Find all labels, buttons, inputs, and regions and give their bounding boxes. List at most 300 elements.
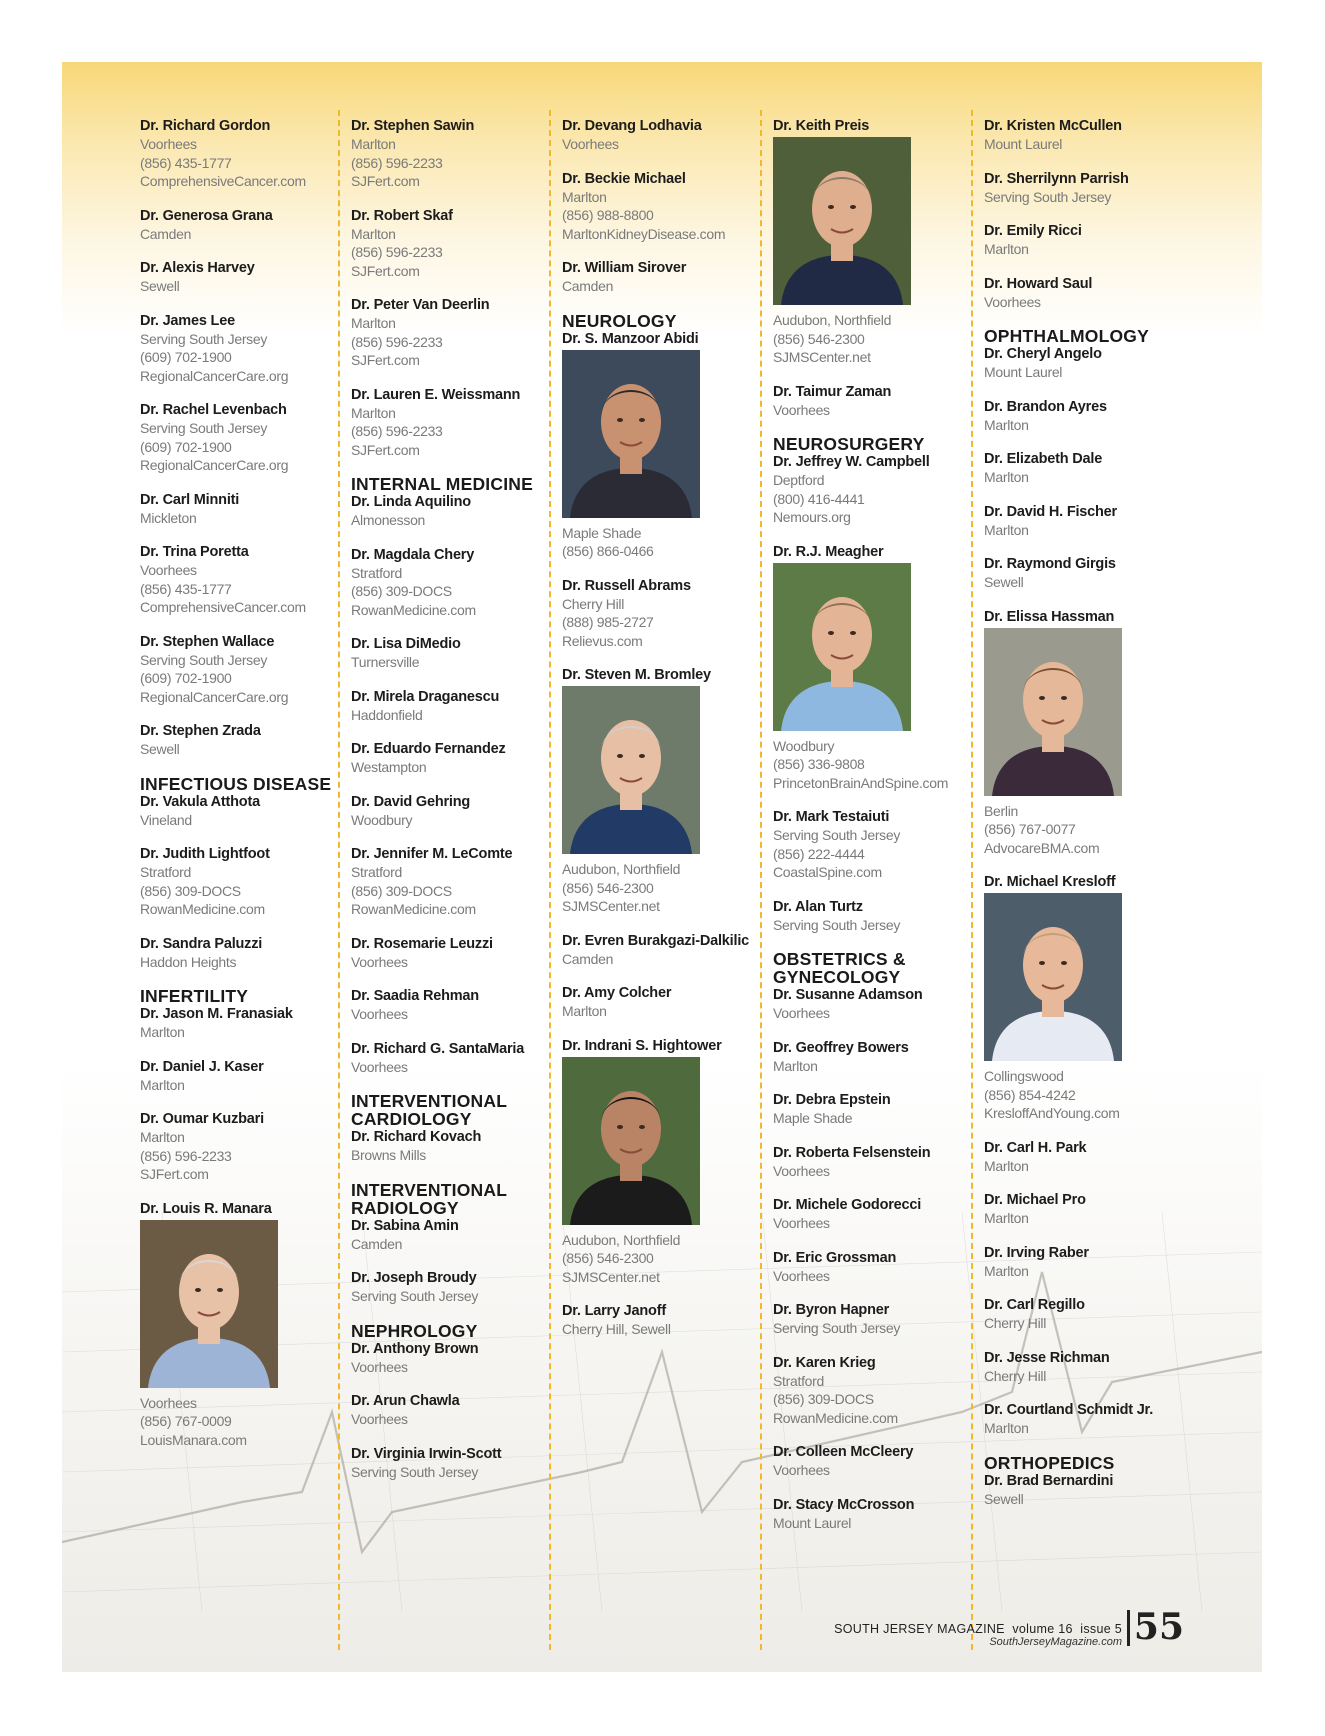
doctor-name: Dr. Emily Ricci xyxy=(984,223,1082,239)
doctor-detail-line: (856) 988-8800 xyxy=(562,207,654,223)
doctor-entry xyxy=(351,1340,547,1377)
specialty-heading: NEPHROLOGY xyxy=(351,1320,478,1341)
doctor-entry xyxy=(140,491,336,528)
doctor-name: Dr. Eduardo Fernandez xyxy=(351,741,506,757)
doctor-name: Dr. Colleen McCleery xyxy=(773,1444,914,1460)
doctor-detail-line: Voorhees xyxy=(351,1058,408,1075)
doctor-name: Dr. Lisa DiMedio xyxy=(351,636,461,652)
doctor-detail-line: (609) 702-1900 xyxy=(140,349,232,365)
doctor-name: Dr. Joseph Broudy xyxy=(351,1270,477,1286)
doctor-entry xyxy=(140,845,336,919)
portrait-hightower xyxy=(562,1057,700,1225)
doctor-detail-line: Marlton xyxy=(351,315,396,331)
doctor-detail-line: RegionalCancerCare.org xyxy=(140,457,289,473)
doctor-detail-line: Turnersville xyxy=(351,654,420,670)
doctor-detail-line: Vineland xyxy=(140,811,192,828)
doctor-detail-line: Voorhees xyxy=(773,1162,830,1179)
doctor-detail-line: Marlton xyxy=(351,225,396,242)
footer-website: SouthJerseyMagazine.com xyxy=(989,1636,1122,1648)
footer-volume: volume 16 xyxy=(1012,1622,1073,1636)
page-number-divider xyxy=(1127,1610,1130,1646)
doctor-name: Dr. Virginia Irwin-Scott xyxy=(351,1445,502,1462)
doctor-entry xyxy=(773,1301,969,1338)
doctor-entry xyxy=(351,493,547,530)
doctor-detail-line: Cherry Hill xyxy=(562,595,625,612)
doctor-entry xyxy=(351,296,547,370)
footer-magazine-name: SOUTH JERSEY MAGAZINE xyxy=(834,1622,1005,1636)
doctor-entry xyxy=(984,450,1180,487)
doctor-detail-line: (856) 309-DOCS xyxy=(140,882,241,899)
doctor-entry xyxy=(773,117,969,367)
doctor-name: Dr. Karen Krieg xyxy=(773,1354,876,1371)
doctor-name: Dr. Jeffrey W. Campbell xyxy=(773,454,930,470)
doctor-entry xyxy=(773,1443,969,1480)
doctor-detail-line: ComprehensiveCancer.com xyxy=(140,173,306,189)
doctor-name: Dr. Trina Poretta xyxy=(140,544,249,560)
doctor-name: Dr. Larry Janoff xyxy=(562,1303,666,1319)
doctor-entry xyxy=(351,1269,547,1306)
doctor-detail-line: Sewell xyxy=(984,574,1024,590)
doctor-detail-line: Marlton xyxy=(140,1129,185,1145)
doctor-entry xyxy=(984,170,1180,207)
doctor-detail-line: AdvocareBMA.com xyxy=(984,839,1100,856)
doctor-detail-line: Serving South Jersey xyxy=(140,651,268,668)
doctor-detail-line: RegionalCancerCare.org xyxy=(140,688,289,705)
doctor-detail-line: Stratford xyxy=(351,564,402,581)
doctor-detail-line: (856) 854-4242 xyxy=(984,1086,1076,1103)
doctor-detail-line: SJFert.com xyxy=(351,173,420,189)
doctor-name: Dr. R.J. Meagher xyxy=(773,543,884,560)
doctor-entry xyxy=(140,1110,336,1184)
portrait-meagher xyxy=(773,563,911,731)
doctor-detail-line: Voorhees xyxy=(773,401,830,418)
doctor-detail-line: Audubon, Northfield xyxy=(562,861,681,877)
doctor-detail-line: Nemours.org xyxy=(773,509,851,525)
doctor-name: Dr. Michael Kresloff xyxy=(984,874,1116,890)
doctor-detail-line: Voorhees xyxy=(140,1394,197,1411)
doctor-detail-line: Marlton xyxy=(562,188,607,205)
doctor-entry xyxy=(351,1040,547,1077)
directory-column-5 xyxy=(984,117,1180,1524)
doctor-detail-line: (856) 596-2233 xyxy=(140,1147,232,1164)
doctor-entry xyxy=(351,935,547,972)
portrait-abidi xyxy=(562,350,700,518)
doctor-detail-line: RowanMedicine.com xyxy=(773,1409,898,1426)
doctor-detail-line: Voorhees xyxy=(351,1411,408,1427)
doctor-detail-line: Marlton xyxy=(984,1262,1029,1279)
specialty-heading: NEUROLOGY xyxy=(562,310,677,331)
doctor-name: Dr. Roberta Felsenstein xyxy=(773,1144,931,1161)
doctor-detail-line: Camden xyxy=(140,225,192,242)
doctor-entry xyxy=(562,577,758,651)
doctor-entry xyxy=(140,1200,336,1450)
doctor-entry xyxy=(351,1392,547,1429)
doctor-entry xyxy=(140,207,336,244)
doctor-name: Dr. Michele Godorecci xyxy=(773,1197,922,1213)
doctor-detail-line: Marlton xyxy=(351,136,396,152)
doctor-detail-line: Relievus.com xyxy=(562,632,643,649)
specialty-heading: INTERVENTIONAL RADIOLOGY xyxy=(351,1179,507,1218)
doctor-entry xyxy=(773,898,969,935)
doctor-name: Dr. Robert Skaf xyxy=(351,207,453,224)
portrait-hassman xyxy=(984,628,1122,796)
doctor-detail-line: SJMSCenter.net xyxy=(773,349,871,365)
footer-issue: issue 5 xyxy=(1080,1622,1122,1636)
doctor-detail-line: Marlton xyxy=(351,404,396,421)
doctor-entry xyxy=(773,543,969,793)
doctor-detail-line: Woodbury xyxy=(773,737,835,754)
doctor-name: Dr. S. Manzoor Abidi xyxy=(562,330,699,347)
doctor-name: Dr. Sherrilynn Parrish xyxy=(984,170,1129,187)
doctor-detail-line: Serving South Jersey xyxy=(351,1288,479,1304)
doctor-entry xyxy=(140,543,336,617)
doctor-detail-line: (609) 702-1900 xyxy=(140,438,232,455)
doctor-detail-line: SJMSCenter.net xyxy=(562,898,660,914)
doctor-entry xyxy=(984,1244,1180,1281)
doctor-detail-line: Sewell xyxy=(140,741,180,757)
doctor-detail-line: Marlton xyxy=(984,521,1029,538)
footer xyxy=(834,1622,1122,1648)
doctor-name: Dr. Evren Burakgazi-Dalkilic xyxy=(562,932,750,949)
column-separator xyxy=(760,110,762,1650)
doctor-entry xyxy=(984,345,1180,382)
doctor-name: Dr. William Sirover xyxy=(562,260,687,276)
doctor-entry xyxy=(562,117,758,154)
doctor-detail-line: Marlton xyxy=(984,241,1029,257)
doctor-detail-line: Marlton xyxy=(984,1420,1029,1436)
doctor-name: Dr. Louis R. Manara xyxy=(140,1200,272,1217)
doctor-name: Dr. Mirela Draganescu xyxy=(351,688,500,705)
doctor-name: Dr. Susanne Adamson xyxy=(773,987,923,1003)
doctor-detail-line: Serving South Jersey xyxy=(773,916,901,933)
doctor-entry xyxy=(984,608,1180,858)
doctor-entry xyxy=(351,1217,547,1254)
doctor-entry xyxy=(140,401,336,475)
doctor-name: Dr. Brandon Ayres xyxy=(984,398,1107,415)
doctor-detail-line: (856) 435-1777 xyxy=(140,580,232,597)
doctor-detail-line: Stratford xyxy=(351,864,402,880)
doctor-name: Dr. Mark Testaiuti xyxy=(773,809,890,825)
doctor-name: Dr. Alan Turtz xyxy=(773,898,863,915)
doctor-detail-line: Serving South Jersey xyxy=(140,330,268,347)
doctor-detail-line: Westampton xyxy=(351,759,427,775)
doctor-detail-line: Voorhees xyxy=(773,1267,830,1284)
specialty-heading: INTERNAL MEDICINE xyxy=(351,474,533,494)
doctor-entry xyxy=(773,1091,969,1128)
doctor-detail-line: (856) 546-2300 xyxy=(773,330,865,347)
doctor-detail-line: Marlton xyxy=(984,1157,1029,1174)
doctor-detail-line: Voorhees xyxy=(140,136,197,152)
column-separator xyxy=(338,110,340,1650)
doctor-detail-line: SJFert.com xyxy=(140,1166,209,1182)
doctor-detail-line: PrincetonBrainAndSpine.com xyxy=(773,774,949,791)
doctor-detail-line: (856) 767-0009 xyxy=(140,1413,232,1429)
doctor-entry xyxy=(984,398,1180,435)
doctor-name: Dr. Kristen McCullen xyxy=(984,118,1122,134)
doctor-name: Dr. Jesse Richman xyxy=(984,1349,1110,1366)
doctor-name: Dr. Irving Raber xyxy=(984,1244,1089,1261)
doctor-detail-line: Stratford xyxy=(773,1372,824,1389)
doctor-detail-line: (856) 596-2233 xyxy=(351,423,443,439)
doctor-entry xyxy=(773,383,969,420)
doctor-name: Dr. Rosemarie Leuzzi xyxy=(351,935,493,952)
doctor-entry xyxy=(351,386,547,460)
doctor-detail-line: KresloffAndYoung.com xyxy=(984,1105,1120,1121)
doctor-entry xyxy=(984,275,1180,312)
doctor-entry xyxy=(984,1296,1180,1333)
doctor-name: Dr. David Gehring xyxy=(351,793,471,810)
doctor-entry xyxy=(351,546,547,620)
doctor-detail-line: Cherry Hill xyxy=(984,1367,1047,1384)
doctor-detail-line: Mount Laurel xyxy=(984,136,1063,152)
portrait-bromley xyxy=(562,686,700,854)
doctor-detail-line: Serving South Jersey xyxy=(984,188,1112,205)
doctor-detail-line: Serving South Jersey xyxy=(773,1320,901,1336)
doctor-name: Dr. Stephen Wallace xyxy=(140,633,275,650)
doctor-entry xyxy=(140,722,336,759)
doctor-detail-line: Deptford xyxy=(773,472,825,488)
doctor-name: Dr. Taimur Zaman xyxy=(773,383,892,400)
doctor-entry xyxy=(773,1354,969,1428)
doctor-entry xyxy=(562,259,758,296)
doctor-detail-line: MarltonKidneyDisease.com xyxy=(562,225,726,242)
doctor-detail-line: (856) 435-1777 xyxy=(140,154,232,171)
footer-magazine-line xyxy=(834,1622,1122,1636)
doctor-name: Dr. Peter Van Deerlin xyxy=(351,297,490,313)
doctor-name: Dr. Jason M. Franasiak xyxy=(140,1006,293,1022)
doctor-detail-line: Voorhees xyxy=(773,1215,830,1231)
doctor-name: Dr. Daniel J. Kaser xyxy=(140,1058,264,1075)
doctor-entry xyxy=(984,555,1180,592)
specialty-heading: INFECTIOUS DISEASE xyxy=(140,773,332,794)
doctor-detail-line: Sewell xyxy=(140,278,180,294)
doctor-detail-line: (856) 596-2233 xyxy=(351,244,443,260)
doctor-entry xyxy=(351,635,547,672)
doctor-detail-line: Browns Mills xyxy=(351,1147,426,1163)
doctor-detail-line: Marlton xyxy=(984,416,1029,433)
doctor-detail-line: Stratford xyxy=(140,864,191,880)
doctor-entry xyxy=(351,1445,547,1482)
portrait-kresloff xyxy=(984,893,1122,1061)
portrait-manara xyxy=(140,1220,278,1388)
doctor-detail-line: (856) 309-DOCS xyxy=(773,1391,874,1407)
doctor-name: Dr. Brad Bernardini xyxy=(984,1472,1114,1489)
doctor-name: Dr. Elizabeth Dale xyxy=(984,451,1103,467)
doctor-entry xyxy=(351,845,547,919)
doctor-entry xyxy=(984,117,1180,154)
doctor-name: Dr. Geoffrey Bowers xyxy=(773,1039,909,1056)
doctor-detail-line: (856) 309-DOCS xyxy=(351,583,452,599)
doctor-name: Dr. Saadia Rehman xyxy=(351,988,479,1004)
directory-column-3 xyxy=(562,117,758,1355)
doctor-detail-line: Haddon Heights xyxy=(140,953,237,970)
doctor-detail-line: (856) 309-DOCS xyxy=(351,882,452,899)
doctor-detail-line: (856) 222-4444 xyxy=(773,845,865,862)
doctor-entry xyxy=(984,1401,1180,1438)
doctor-detail-line: CoastalSpine.com xyxy=(773,864,882,880)
doctor-name: Dr. Anthony Brown xyxy=(351,1340,479,1357)
doctor-name: Dr. Carl Regillo xyxy=(984,1297,1085,1313)
doctor-detail-line: Marlton xyxy=(562,1003,607,1019)
directory-column-4 xyxy=(773,117,969,1548)
doctor-detail-line: SJMSCenter.net xyxy=(562,1268,660,1285)
doctor-detail-line: Sewell xyxy=(984,1490,1024,1507)
doctor-entry xyxy=(773,1144,969,1181)
doctor-name: Dr. Russell Abrams xyxy=(562,577,691,594)
doctor-detail-line: Haddonfield xyxy=(351,706,423,723)
column-separator xyxy=(549,110,551,1650)
doctor-entry xyxy=(351,740,547,777)
doctor-name: Dr. Generosa Grana xyxy=(140,207,273,224)
doctor-name: Dr. Vakula Atthota xyxy=(140,793,260,810)
doctor-name: Dr. Linda Aquilino xyxy=(351,494,471,510)
doctor-detail-line: Audubon, Northfield xyxy=(773,312,892,328)
doctor-detail-line: (856) 336-9808 xyxy=(773,756,865,772)
portrait-preis xyxy=(773,137,911,305)
doctor-name: Dr. Byron Hapner xyxy=(773,1302,890,1318)
doctor-name: Dr. Michael Pro xyxy=(984,1192,1086,1208)
doctor-entry xyxy=(351,688,547,725)
specialty-heading: ORTHOPEDICS xyxy=(984,1452,1115,1473)
specialty-heading: OBSTETRICS & GYNECOLOGY xyxy=(773,949,906,987)
doctor-entry xyxy=(351,987,547,1024)
doctor-detail-line: SJFert.com xyxy=(351,352,420,368)
magazine-page xyxy=(62,62,1262,1672)
doctor-entry xyxy=(773,1249,969,1286)
doctor-detail-line: Serving South Jersey xyxy=(140,420,268,436)
doctor-name: Dr. Amy Colcher xyxy=(562,985,672,1001)
doctor-name: Dr. Steven M. Bromley xyxy=(562,667,711,683)
specialty-heading: INFERTILITY xyxy=(140,986,249,1006)
doctor-entry xyxy=(562,666,758,916)
doctor-entry xyxy=(351,207,547,281)
column-separator xyxy=(971,110,973,1650)
doctor-entry xyxy=(773,1196,969,1233)
doctor-entry xyxy=(984,1472,1180,1509)
doctor-entry xyxy=(140,1058,336,1095)
doctor-entry xyxy=(984,1191,1180,1228)
doctor-entry xyxy=(562,1037,758,1287)
doctor-detail-line: Voorhees xyxy=(773,1005,830,1021)
doctor-detail-line: RowanMedicine.com xyxy=(351,901,476,917)
doctor-detail-line: Collingswood xyxy=(984,1068,1064,1084)
doctor-detail-line: Mickleton xyxy=(140,509,197,526)
doctor-detail-line: Almonesson xyxy=(351,512,426,528)
doctor-name: Dr. Elissa Hassman xyxy=(984,608,1115,625)
doctor-entry xyxy=(773,808,969,882)
doctor-name: Dr. Richard Gordon xyxy=(140,118,271,134)
doctor-entry xyxy=(773,986,969,1023)
directory-column-2 xyxy=(351,117,547,1497)
doctor-entry xyxy=(562,170,758,244)
doctor-name: Dr. Courtland Schmidt Jr. xyxy=(984,1402,1154,1418)
doctor-detail-line: Audubon, Northfield xyxy=(562,1231,681,1248)
doctor-name: Dr. Howard Saul xyxy=(984,275,1093,292)
doctor-entry xyxy=(984,873,1180,1123)
doctor-name: Dr. Eric Grossman xyxy=(773,1249,897,1266)
doctor-entry xyxy=(140,935,336,972)
doctor-name: Dr. Keith Preis xyxy=(773,118,870,134)
doctor-entry xyxy=(351,117,547,191)
doctor-detail-line: Camden xyxy=(562,278,614,294)
doctor-detail-line: Berlin xyxy=(984,802,1018,819)
doctor-entry xyxy=(773,453,969,527)
doctor-detail-line: Mount Laurel xyxy=(773,1514,852,1531)
doctor-detail-line: Voorhees xyxy=(351,1006,408,1022)
doctor-name: Dr. Judith Lightfoot xyxy=(140,846,270,862)
doctor-detail-line: Mount Laurel xyxy=(984,364,1063,380)
doctor-detail-line: Voorhees xyxy=(351,953,408,970)
doctor-detail-line: Maple Shade xyxy=(562,524,642,541)
doctor-name: Dr. Alexis Harvey xyxy=(140,260,255,276)
doctor-detail-line: (800) 416-4441 xyxy=(773,490,865,507)
doctor-entry xyxy=(562,984,758,1021)
doctor-entry xyxy=(984,1139,1180,1176)
doctor-entry xyxy=(562,330,758,561)
doctor-entry xyxy=(140,259,336,296)
doctor-detail-line: Voorhees xyxy=(140,562,197,578)
doctor-name: Dr. Rachel Levenbach xyxy=(140,402,287,418)
doctor-detail-line: Camden xyxy=(562,950,614,967)
doctor-detail-line: Voorhees xyxy=(351,1358,408,1375)
doctor-entry xyxy=(140,633,336,707)
doctor-detail-line: (609) 702-1900 xyxy=(140,670,232,686)
doctor-detail-line: SJFert.com xyxy=(351,441,420,458)
doctor-detail-line: Maple Shade xyxy=(773,1110,853,1126)
specialty-heading: OPHTHALMOLOGY xyxy=(984,326,1149,346)
doctor-detail-line: Voorhees xyxy=(773,1462,830,1478)
doctor-name: Dr. Lauren E. Weissmann xyxy=(351,386,521,403)
doctor-detail-line: Woodbury xyxy=(351,811,413,828)
doctor-detail-line: Cherry Hill xyxy=(984,1315,1047,1331)
doctor-name: Dr. Sabina Amin xyxy=(351,1217,459,1234)
doctor-name: Dr. Stacy McCrosson xyxy=(773,1496,915,1513)
doctor-detail-line: Voorhees xyxy=(984,293,1041,310)
doctor-detail-line: RowanMedicine.com xyxy=(351,601,476,618)
doctor-name: Dr. Carl Minniti xyxy=(140,491,240,508)
doctor-detail-line: Marlton xyxy=(140,1024,185,1040)
doctor-detail-line: RowanMedicine.com xyxy=(140,901,265,917)
doctor-detail-line: (888) 985-2727 xyxy=(562,614,654,630)
doctor-name: Dr. David H. Fischer xyxy=(984,503,1117,520)
doctor-detail-line: Marlton xyxy=(773,1057,818,1074)
doctor-entry xyxy=(984,222,1180,259)
doctor-entry xyxy=(562,1302,758,1339)
doctor-name: Dr. Cheryl Angelo xyxy=(984,346,1102,362)
doctor-entry xyxy=(984,503,1180,540)
doctor-name: Dr. Raymond Girgis xyxy=(984,556,1116,572)
doctor-entry xyxy=(140,312,336,386)
doctor-name: Dr. Devang Lodhavia xyxy=(562,118,702,134)
doctor-detail-line: LouisManara.com xyxy=(140,1431,247,1448)
doctor-entry xyxy=(562,932,758,969)
doctor-name: Dr. James Lee xyxy=(140,312,235,329)
doctor-detail-line: (856) 596-2233 xyxy=(351,154,443,171)
doctor-detail-line: (856) 866-0466 xyxy=(562,543,654,559)
doctor-detail-line: Camden xyxy=(351,1235,403,1252)
doctor-name: Dr. Richard Kovach xyxy=(351,1129,482,1145)
doctor-name: Dr. Debra Epstein xyxy=(773,1092,891,1108)
doctor-entry xyxy=(351,793,547,830)
doctor-name: Dr. Oumar Kuzbari xyxy=(140,1111,264,1127)
doctor-name: Dr. Jennifer M. LeComte xyxy=(351,846,513,862)
doctor-entry xyxy=(140,793,336,830)
directory-column-1 xyxy=(140,117,336,1465)
specialty-heading: NEUROSURGERY xyxy=(773,434,925,454)
doctor-detail-line: Serving South Jersey xyxy=(351,1463,479,1480)
doctor-name: Dr. Indrani S. Hightower xyxy=(562,1037,722,1054)
doctor-name: Dr. Arun Chawla xyxy=(351,1393,460,1409)
